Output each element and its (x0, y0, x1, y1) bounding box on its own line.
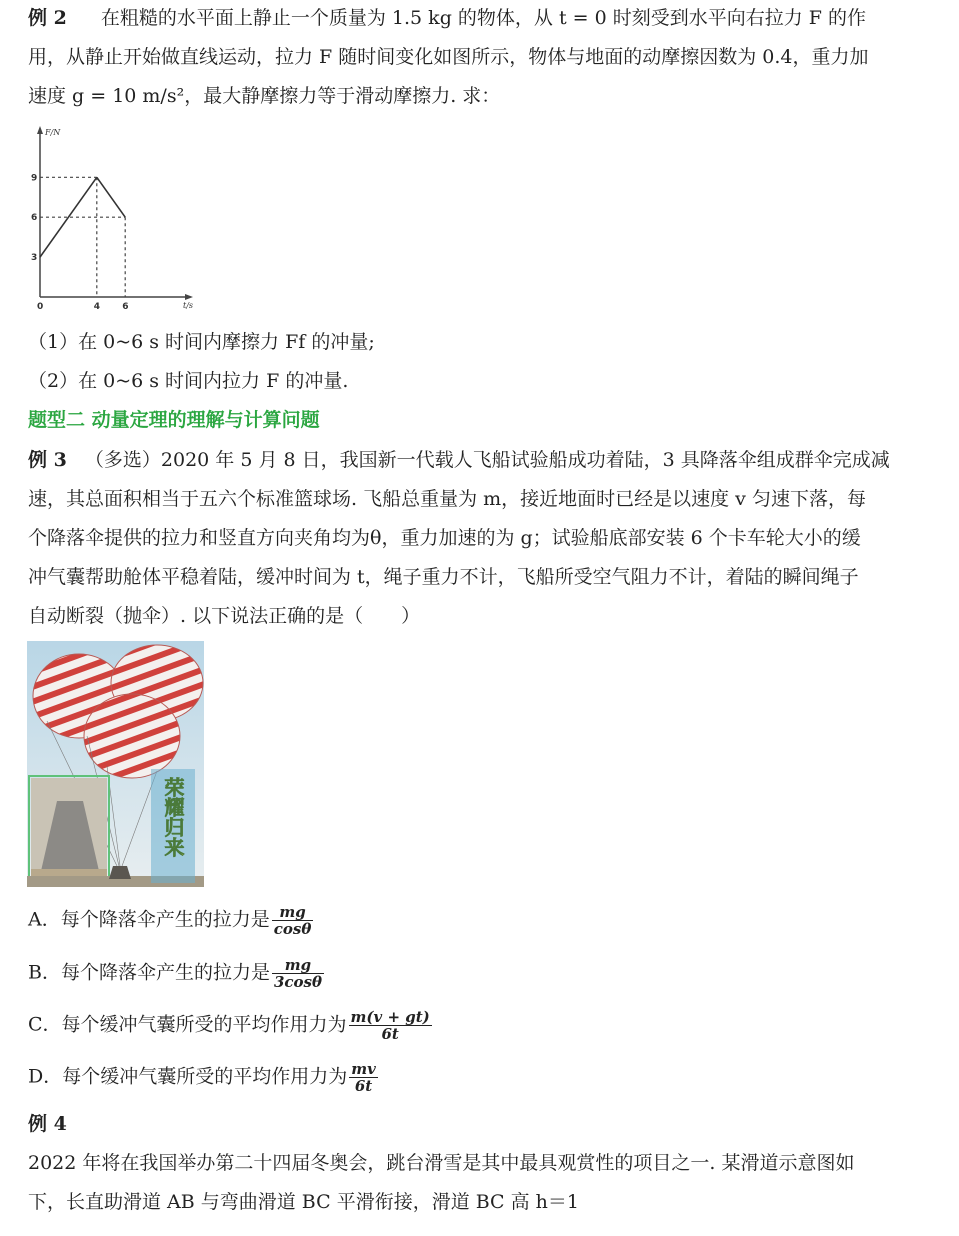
y-axis-arrow (37, 126, 43, 134)
option-d-numerator: mv (351, 1060, 376, 1078)
parachute-landing-photo (27, 641, 204, 887)
option-d[interactable] (28, 1061, 378, 1094)
example3-text-1: （多选）2020 年 5 月 8 日，我国新一代载人飞船试验船成功着陆，3 具降落伞组成群伞完成减 (84, 449, 890, 471)
example3-line-1 (28, 448, 890, 472)
option-a-fraction (272, 904, 314, 937)
option-c[interactable] (28, 1009, 432, 1042)
example4-label: 例 4 (28, 1113, 67, 1135)
option-a[interactable] (28, 904, 313, 937)
option-b-numerator: mg (272, 957, 324, 974)
option-d-denominator: 6t (354, 1077, 373, 1095)
origin-label: 0 (37, 302, 44, 312)
x-axis-label: t/s (183, 301, 194, 310)
example2-question-1: （1）在 0~6 s 时间内摩擦力 Ff 的冲量; (28, 331, 375, 353)
example2-line-3: 速度 g = 10 m/s²，最大静摩擦力等于滑动摩擦力. 求： (28, 85, 501, 107)
example4-line-2: 下，长直助滑道 AB 与弯曲滑道 BC 平滑衔接，滑道 BC 高 h＝1 (28, 1191, 579, 1213)
y-tick-3: 3 (31, 253, 38, 264)
example3-line-2: 速，其总面积相当于五六个标准篮球场. 飞船总重量为 m，接近地面时已经是以速度 v 匀速下落，每 (28, 488, 866, 510)
option-c-fraction (349, 1009, 432, 1042)
force-time-chart (28, 122, 208, 312)
y-axis-label: F/N (45, 128, 61, 137)
x-axis-arrow (185, 294, 193, 300)
x-tick-4: 4 (93, 302, 101, 312)
force-segment-1 (97, 177, 125, 217)
y-tick-9: 9 (31, 173, 38, 184)
option-b-fraction (272, 957, 324, 990)
parachute-center (84, 694, 180, 778)
option-a-text: A．每个降落伞产生的拉力是 (28, 908, 270, 931)
example3-label: 例 3 (28, 449, 67, 471)
option-b-denominator: 3cosθ (273, 973, 322, 991)
example3-line-5: 自动断裂（抛伞）. 以下说法正确的是（ ） (28, 605, 421, 627)
example2-text-1: 在粗糙的水平面上静止一个质量为 1.5 kg 的物体，从 t = 0 时刻受到水平向右拉力 F 的作 (100, 7, 866, 29)
x-tick-6: 6 (122, 302, 129, 312)
option-b[interactable] (28, 957, 324, 990)
option-d-fraction (349, 1061, 378, 1094)
chart-plot (31, 173, 128, 312)
image-caption: 荣耀归来 (161, 777, 185, 857)
example2-label: 例 2 (28, 7, 67, 29)
example3-line-3: 个降落伞提供的拉力和竖直方向夹角均为θ，重力加速的为 g；试验船底部安装 6 个卡车轮大小的缓 (28, 527, 861, 549)
option-a-denominator: cosθ (273, 920, 312, 938)
y-tick-6: 6 (31, 213, 38, 224)
example2-line-2: 用，从静止开始做直线运动，拉力 F 随时间变化如图所示，物体与地面的动摩擦因数为 0.4，重力加 (28, 46, 869, 68)
option-d-text: D．每个缓冲气囊所受的平均作用力为 (28, 1065, 348, 1088)
option-c-denominator: 6t (381, 1025, 399, 1043)
section-heading: 题型二 动量定理的理解与计算问题 (28, 409, 320, 431)
example3-line-4: 冲气囊帮助舱体平稳着陆，缓冲时间为 t，绳子重力不计，飞船所受空气阻力不计，着陆的瞬间绳子 (28, 566, 859, 588)
option-b-text: B．每个降落伞产生的拉力是 (28, 961, 270, 984)
option-c-text: C．每个缓冲气囊所受的平均作用力为 (28, 1013, 347, 1036)
option-c-numerator: m(v + gt) (350, 1008, 430, 1026)
example2-line-1 (28, 6, 866, 30)
example2-question-2: （2）在 0~6 s 时间内拉力 F 的冲量. (28, 370, 349, 392)
example4-line-1: 2022 年将在我国举办第二十四届冬奥会，跳台滑雪是其中最具观赏性的项目之一. 某滑道示意图如 (28, 1152, 855, 1174)
chart-axes (37, 126, 193, 300)
option-a-numerator: mg (272, 904, 314, 921)
